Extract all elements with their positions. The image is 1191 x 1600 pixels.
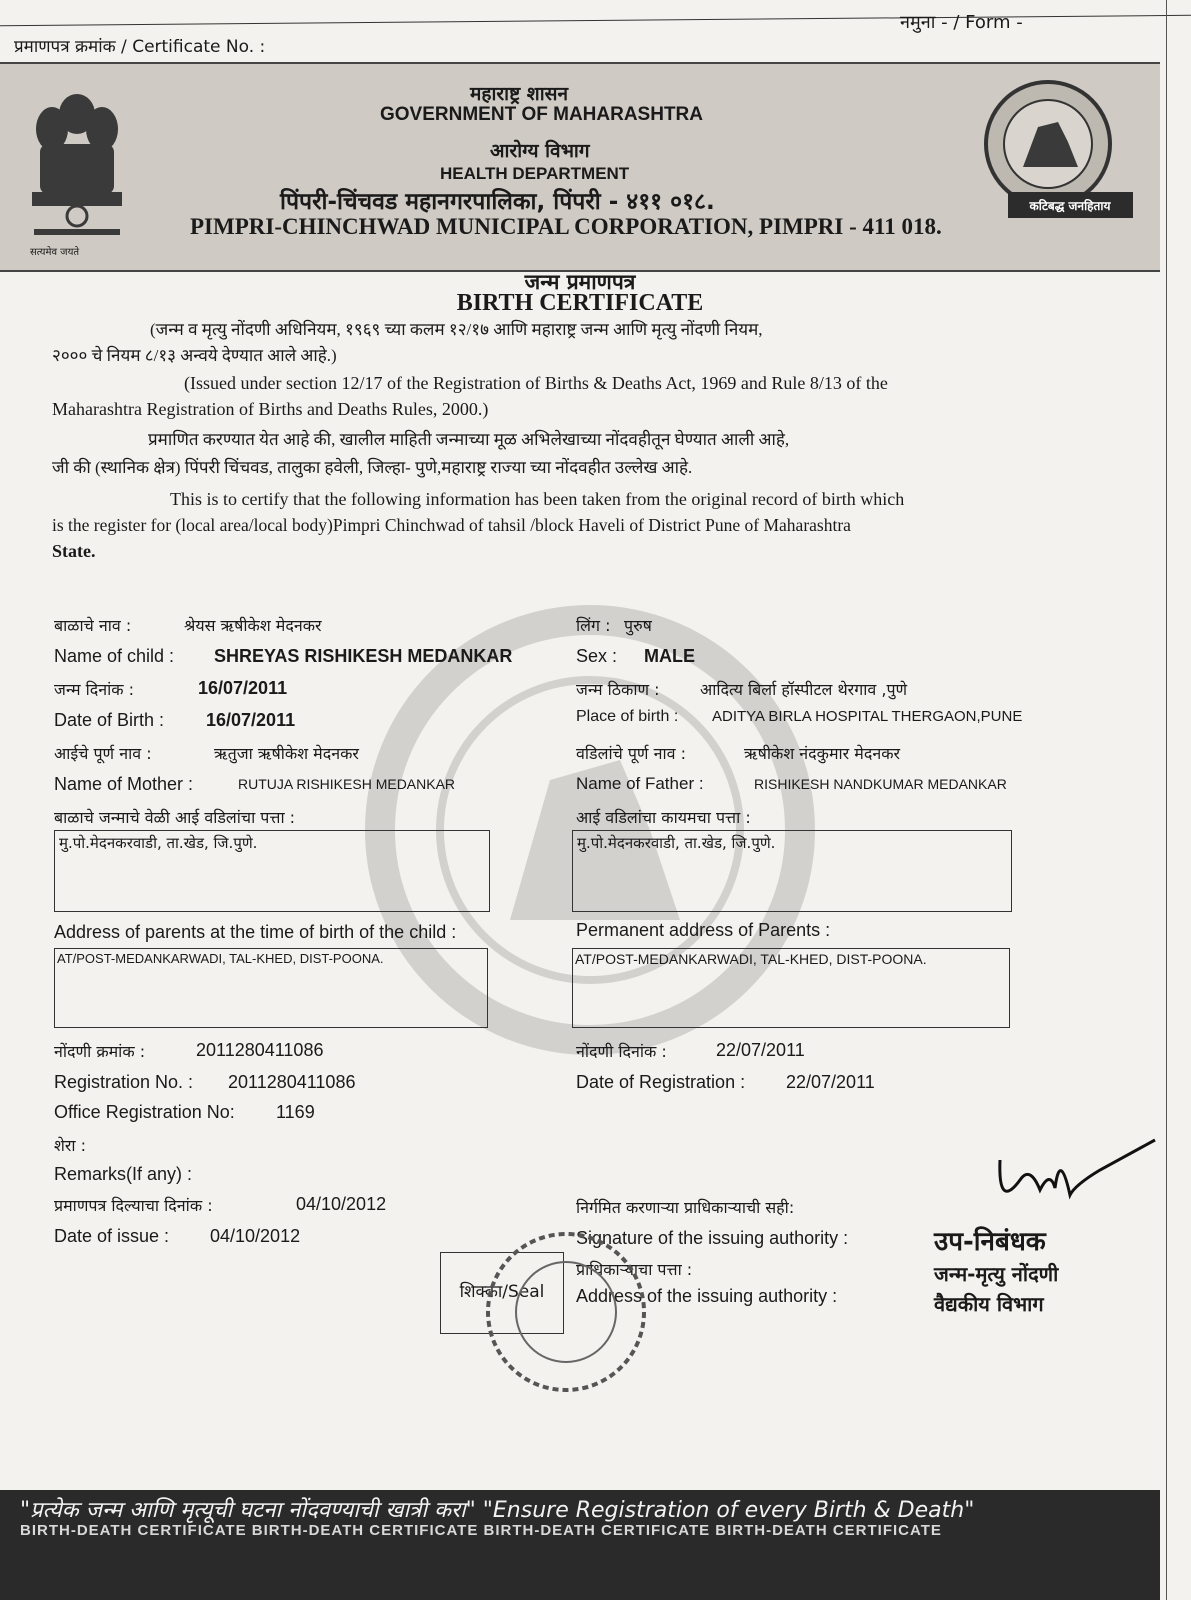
issue-date-mr: 04/10/2012 [296,1194,387,1214]
corporation-english: PIMPRI-CHINCHWAD MUNICIPAL CORPORATION, PIMPRI - 411 018. [190,214,942,239]
stamp-line3: वैद्यकीय विभाग [934,1292,1044,1316]
title-english: BIRTH CERTIFICATE [456,290,704,316]
address-permanent: AT/POST-MEDANKARWADI, TAL-KHED, DIST-POONA. [575,951,927,967]
authority-signature-mr-label: निर्गमित करणाऱ्या प्राधिकाऱ्याची सही: [576,1198,795,1217]
seal-motto: कटिबद्ध जनहिताय [1029,199,1111,213]
reg-no-mr: 2011280411086 [196,1040,324,1060]
address-permanent-mr-box [572,830,1012,912]
certify-english-line3: State. [52,541,96,561]
address-permanent-box [572,948,1010,1028]
issue-date-label: Date of issue : [54,1226,170,1246]
certificate-number-label: प्रमाणपत्र क्रमांक / Certificate No. : [14,37,266,57]
mother-mr-label: आईचे पूर्ण नाव : [54,744,152,763]
preamble-english-line1: (Issued under section 12/17 of the Registration of Births & Deaths Act, 1969 and Rule 8/13 of the [184,373,888,393]
footer-strip: BIRTH-DEATH CERTIFICATE BIRTH-DEATH CERTIFICATE BIRTH-DEATH CERTIFICATE BIRTH-DEATH CERTIFICATE [20,1522,942,1539]
reg-date: 22/07/2011 [786,1072,875,1092]
pob-mr-label: जन्म ठिकाण : [576,680,660,699]
reg-date-label: Date of Registration : [576,1072,746,1092]
certify-marathi-line2: जी की (स्थानिक क्षेत्र) पिंपरी चिंचवड, तालुका हवेली, जिल्हा- पुणे,महाराष्ट्र राज्या च्या नोंदवहीत उल्लेख आहे. [52,458,693,477]
address-birth: AT/POST-MEDANKARWADI, TAL-KHED, DIST-POONA. [57,951,384,966]
child-name-label: Name of child : [54,646,175,666]
corporation-marathi: पिंपरी-चिंचवड महानगरपालिका, पिंपरी - ४११ ०१८. [280,189,715,215]
preamble-english-line2: Maharashtra Registration of Births and Deaths Rules, 2000.) [52,399,489,419]
mother: RUTUJA RISHIKESH MEDANKAR [238,776,456,792]
dob-label: Date of Birth : [54,710,165,730]
address-birth-label: Address of parents at the time of birth of the child : [54,922,457,942]
address-birth-mr-box [54,830,490,912]
signature-icon [980,1130,1160,1220]
reg-date-mr: 22/07/2011 [716,1040,805,1060]
government-marathi: महाराष्ट्र शासन [470,83,569,105]
mother-label: Name of Mother : [54,774,194,794]
address-permanent-mr: मु.पो.मेदनकरवाडी, ता.खेड, जि.पुणे. [577,834,776,852]
issue-date: 04/10/2012 [210,1226,301,1246]
sex: MALE [644,646,695,666]
authority-address-mr-label: प्राधिकाऱ्याचा पत्ता : [576,1260,693,1279]
father-label: Name of Father : [576,774,704,793]
father-mr-label: वडिलांचे पूर्ण नाव : [576,744,686,763]
pob-mr: आदित्य बिर्ला हॉस्पीटल थेरगाव ,पुणे [700,680,908,699]
sex-mr: पुरुष [624,616,652,635]
national-emblem-icon [22,84,132,254]
sex-mr-label: लिंग : [576,616,611,635]
reg-no: 2011280411086 [228,1072,356,1092]
certify-english-line2: is the register for (local area/local body)Pimpri Chinchwad of tahsil /block Haveli of District Pune of Maharashtra [52,515,851,535]
child-name-mr: श्रेयस ऋषीकेश मेदनकर [184,616,322,635]
child-name: SHREYAS RISHIKESH MEDANKAR [214,646,513,666]
address-permanent-mr-label: आई वडिलांचा कायमचा पत्ता : [576,808,751,827]
form-label: नमुना - / Form - [900,12,1023,33]
address-birth-box [54,948,488,1028]
authority-address-label: Address of the issuing authority : [576,1286,838,1306]
round-office-stamp-icon [466,1222,666,1402]
reg-no-label: Registration No. : [54,1072,194,1092]
right-border [1166,0,1167,1600]
seal-label: शिक्का/Seal [459,1282,545,1302]
department-marathi: आरोग्य विभाग [490,140,590,162]
government-english: GOVERNMENT OF MAHARASHTRA [380,104,703,125]
certify-english-line1: This is to certify that the following information has been taken from the original record of birth which [170,489,905,509]
stamp-line2: जन्म-मृत्यु नोंदणी [934,1262,1059,1286]
dob-mr-label: जन्म दिनांक : [54,680,135,699]
address-birth-mr-label: बाळाचे जन्माचे वेळी आई वडिलांचा पत्ता : [54,808,296,827]
father-mr: ऋषीकेश नंदकुमार मेदनकर [744,744,901,763]
reg-no-mr-label: नोंदणी क्रमांक : [54,1042,146,1061]
mother-mr: ऋतुजा ऋषीकेश मेदनकर [214,744,359,763]
pob: ADITYA BIRLA HOSPITAL THERGAON,PUNE [712,708,1023,725]
title-marathi: जन्म प्रमाणपत्र [524,270,636,294]
issue-date-mr-label: प्रमाणपत्र दिल्याचा दिनांक : [54,1196,213,1215]
reg-date-mr-label: नोंदणी दिनांक : [576,1042,667,1061]
office-reg-label: Office Registration No: [54,1102,235,1122]
address-permanent-label: Permanent address of Parents : [576,920,831,940]
preamble-marathi-line2: २००० चे नियम ८/१३ अन्वये देण्यात आले आहे.) [52,346,337,365]
remarks-mr-label: शेरा : [54,1136,87,1155]
dob: 16/07/2011 [206,710,296,730]
department-english: HEALTH DEPARTMENT [440,164,630,183]
corporation-seal-icon [968,72,1138,232]
certify-marathi-line1: प्रमाणित करण्यात येत आहे की, खालील माहिती जन्माच्या मूळ अभिलेखाच्या नोंदवहीतून घेण्यात आली आहे, [148,430,790,449]
stamp-line1: उप-निबंधक [934,1227,1046,1257]
child-name-mr-label: बाळाचे नाव : [54,616,132,635]
sex-label: Sex : [576,646,618,666]
emblem-caption: सत्यमेव जयते [30,247,80,258]
footer-slogan: "प्रत्येक जन्म आणि मृत्यूची घटना नोंदवण्याची खात्री करा" "Ensure Registration of every Birth & Death" [20,1498,975,1523]
remarks-label: Remarks(If any) : [54,1164,193,1184]
father: RISHIKESH NANDKUMAR MEDANKAR [754,776,1007,792]
address-birth-mr: मु.पो.मेदनकरवाडी, ता.खेड, जि.पुणे. [59,834,258,852]
authority-signature-label: Signature of the issuing authority : [576,1228,849,1248]
pob-label: Place of birth : [576,708,679,725]
office-reg: 1169 [276,1102,315,1122]
preamble-marathi-line1: (जन्म व मृत्यु नोंदणी अधिनियम, १९६९ च्या कलम १२/१७ आणि महाराष्ट्र जन्म आणि मृत्यु नोंदणी नियम, [150,320,763,339]
dob-mr: 16/07/2011 [198,678,288,698]
